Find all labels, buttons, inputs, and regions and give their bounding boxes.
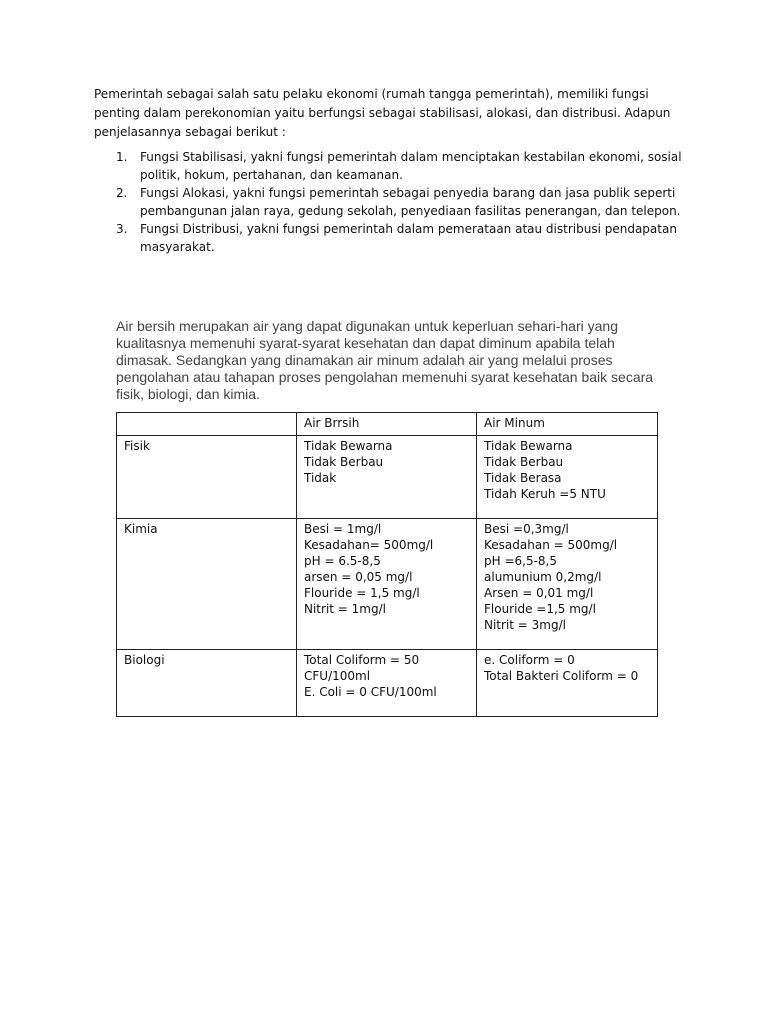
cell-line: Besi = 1mg/l [304, 522, 382, 536]
cell-line: Tidak Bewarna [484, 439, 573, 453]
cell-line: Flouride =1,5 mg/l [484, 602, 596, 616]
cell-line: e. Coliform = 0 [484, 653, 575, 667]
cell-line: Kesadahan= 500mg/l [304, 538, 434, 552]
cell-line: E. Coli = 0 CFU/100ml [304, 685, 437, 699]
intro-paragraph: Pemerintah sebagai salah satu pelaku ekonomi (rumah tangga pemerintah), memiliki fungsi penting dalam perekonomian yaitu berfungsi sebagai stabilisasi, alokasi, dan distribusi. Adapun penjelasannya sebagai berikut : [94, 87, 671, 139]
cell-line: Tidak Bewarna [304, 439, 393, 453]
list-item [94, 220, 684, 256]
list-item [94, 184, 684, 220]
air-bersih-cell [297, 650, 477, 717]
cell-line: Kesadahan = 500mg/l [484, 538, 618, 552]
row-label: Biologi [117, 650, 297, 717]
table-row [117, 519, 658, 650]
list-number: 1. [116, 150, 128, 164]
air-minum-cell [477, 436, 658, 519]
table-header-cell [117, 413, 297, 436]
water-quality-table [116, 412, 658, 717]
cell-line: pH = 6.5-8,5 [304, 554, 381, 568]
air-bersih-cell [297, 436, 477, 519]
table-header-cell: Air Minum [477, 413, 658, 436]
cell-line: Tidak Berbau [484, 455, 564, 469]
cell-line: Tidak [304, 471, 337, 485]
cell-line: Tidak Berbau [304, 455, 384, 469]
air-paragraph: Air bersih merupakan air yang dapat digunakan untuk keperluan sehari-hari yang kualitasnya memenuhi syarat-syarat kesehatan dan dapat diminum apabila telah dimasak. Sedangkan yang dinamakan air minum adalah air yang melalui proses pengolahan atau tahapan proses pengolahan memenuhi syarat kesehatan baik secara fisik, biologi, dan kimia. [116, 318, 654, 402]
list-item-text: Fungsi Alokasi, yakni fungsi pemerintah sebagai penyedia barang dan jasa publik seperti pembangunan jalan raya, gedung sekolah, penyediaan fasilitas penerangan, dan telepon. [140, 186, 681, 218]
list-item-text: Fungsi Distribusi, yakni fungsi pemerintah dalam pemerataan atau distribusi pendapatan masyarakat. [140, 222, 677, 254]
cell-line: Tidak Berasa [484, 471, 562, 485]
list-item [94, 148, 684, 184]
cell-line: Total Coliform = 50 CFU/100ml [304, 653, 423, 683]
list-number: 2. [116, 186, 128, 200]
table-header-row [117, 413, 658, 436]
cell-line: Besi =0,3mg/l [484, 522, 569, 536]
cell-line: arsen = 0,05 mg/l [304, 570, 413, 584]
air-minum-cell [477, 650, 658, 717]
cell-line: Flouride = 1,5 mg/l [304, 586, 420, 600]
air-bersih-cell [297, 519, 477, 650]
table-row [117, 436, 658, 519]
cell-line: Total Bakteri Coliform = 0 [484, 669, 639, 683]
air-minum-cell [477, 519, 658, 650]
cell-line: Nitrit = 1mg/l [304, 602, 386, 616]
fungsi-list [94, 148, 684, 256]
table-header-cell: Air Brrsih [297, 413, 477, 436]
row-label: Kimia [117, 519, 297, 650]
list-number: 3. [116, 222, 128, 236]
cell-line: Tidah Keruh =5 NTU [484, 487, 606, 501]
cell-line: Arsen = 0,01 mg/l [484, 586, 594, 600]
cell-line: Nitrit = 3mg/l [484, 618, 566, 632]
table-row [117, 650, 658, 717]
list-item-text: Fungsi Stabilisasi, yakni fungsi pemerintah dalam menciptakan kestabilan ekonomi, sosial politik, hokum, pertahanan, dan keamanan. [140, 150, 682, 182]
cell-line: pH =6,5-8,5 [484, 554, 558, 568]
cell-line: alumunium 0,2mg/l [484, 570, 602, 584]
row-label: Fisik [117, 436, 297, 519]
